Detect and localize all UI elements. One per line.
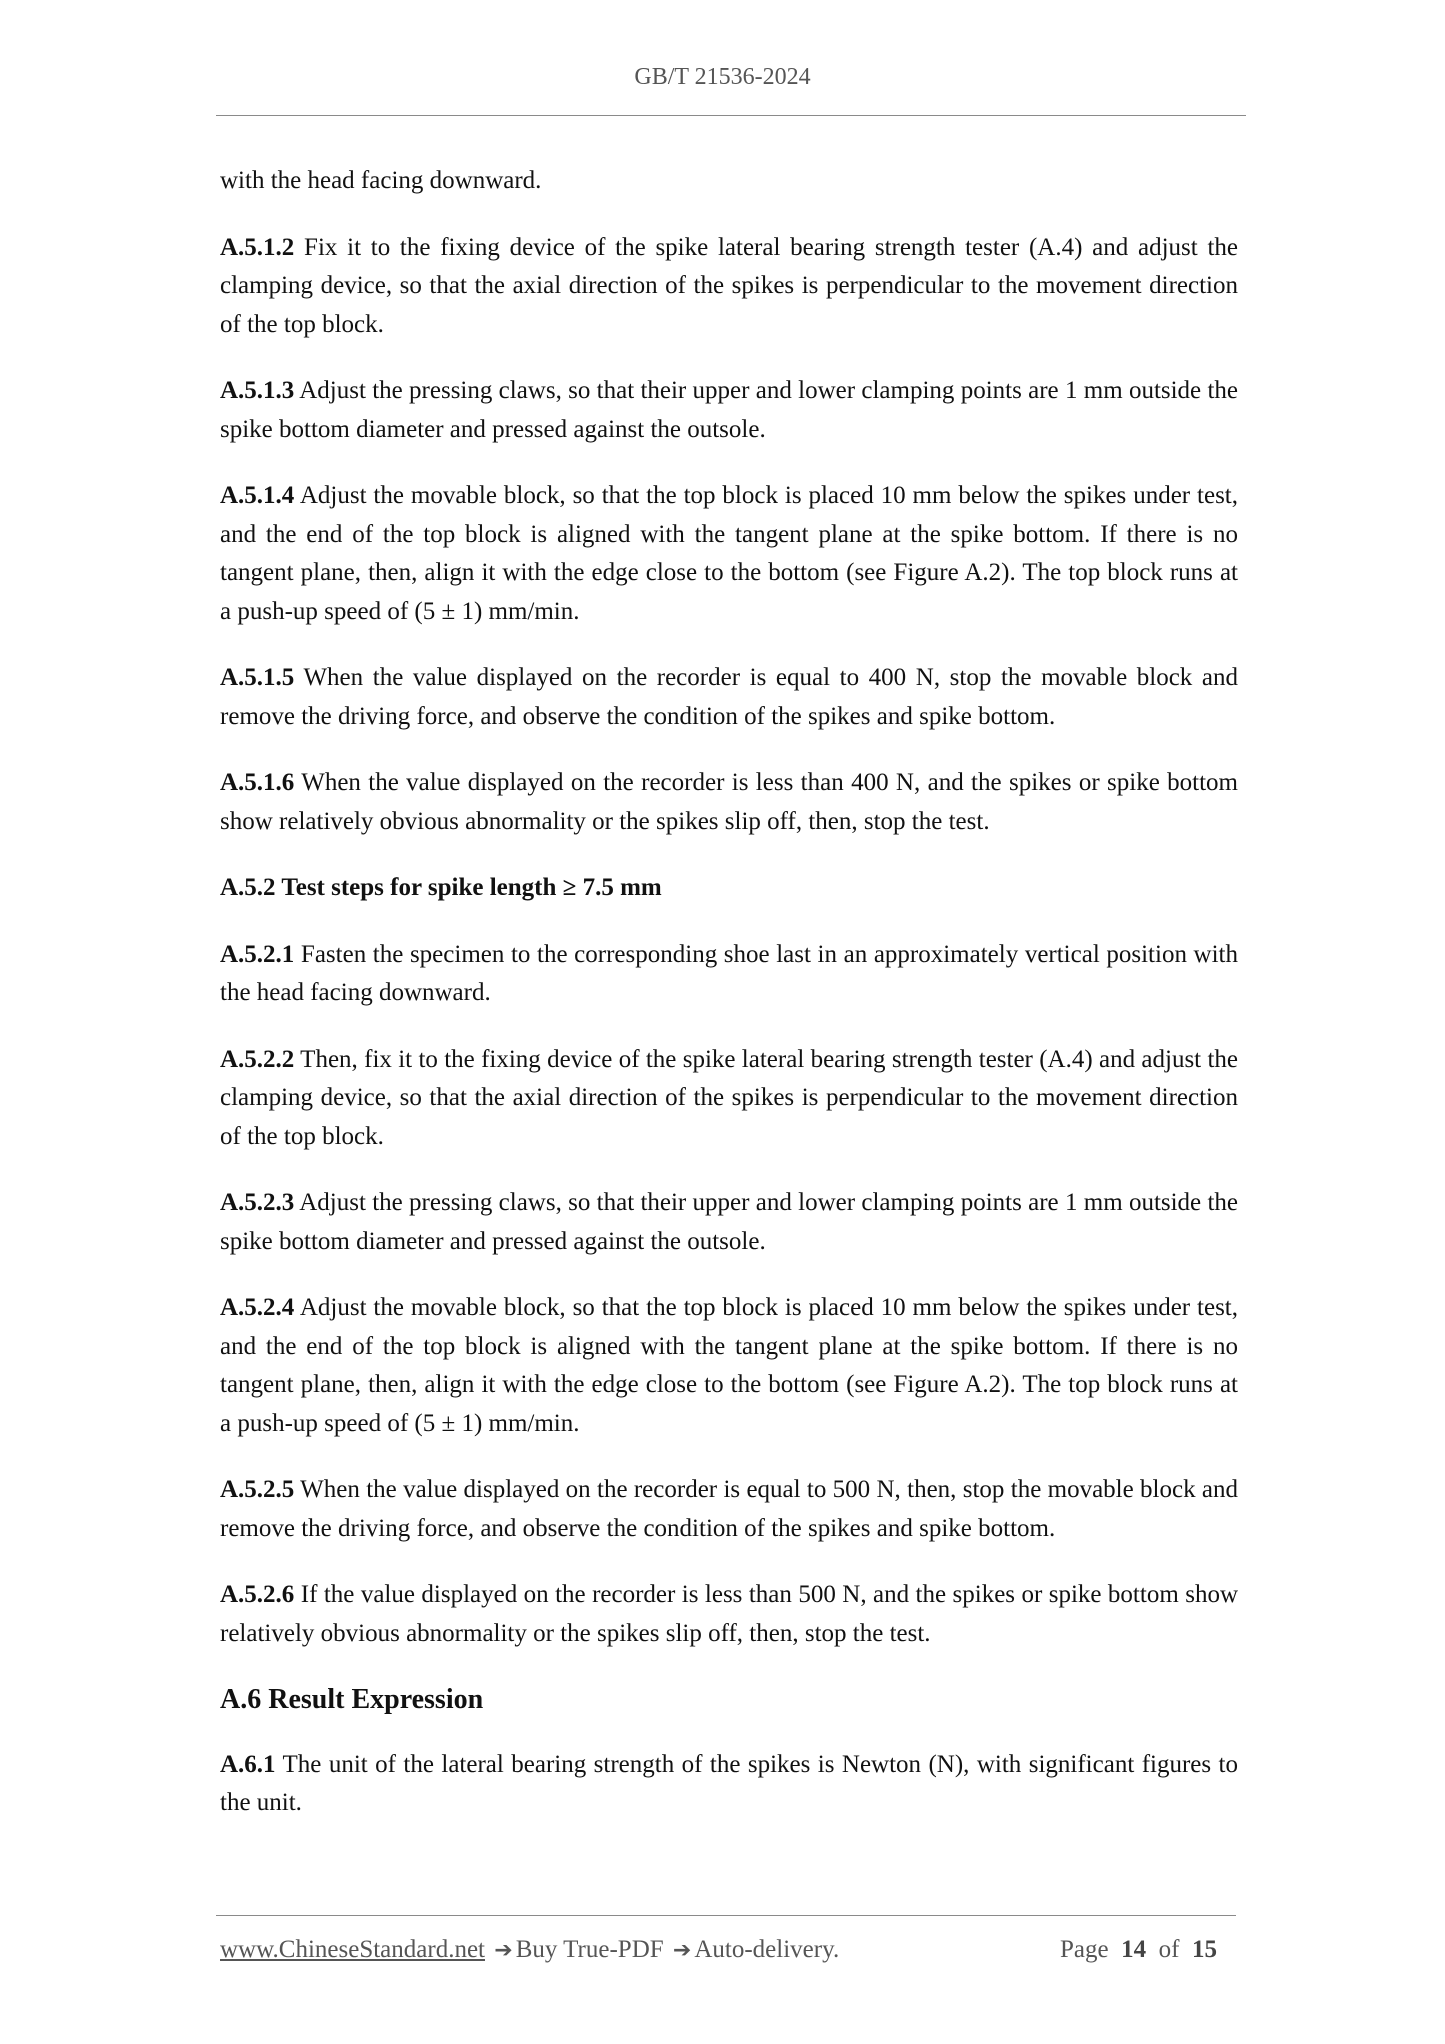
clause-paragraph bbox=[220, 1184, 1238, 1261]
clause-paragraph bbox=[220, 477, 1238, 631]
clause-paragraph bbox=[220, 372, 1238, 449]
clause-text: Adjust the movable block, so that the top block is placed 10 mm below the spikes under test, and the end of the top block is aligned with the tangent plane at the spike bottom. If there is no tangent plane, then, align it with the edge close to the bottom (see Figure A.2). The top block runs at a push-up speed of (5 ± 1) mm/min. bbox=[220, 482, 1238, 625]
total-pages: 15 bbox=[1191, 1936, 1217, 1963]
clause-text: with the head facing downward. bbox=[220, 167, 542, 194]
clause-paragraph bbox=[220, 1576, 1238, 1653]
paragraph-group-a-5-1 bbox=[220, 162, 1238, 841]
clause-number: A.5.2.5 bbox=[220, 1476, 295, 1503]
clause-paragraph bbox=[220, 1746, 1238, 1823]
buy-pdf-text: Buy True-PDF bbox=[515, 1936, 664, 1963]
website-link[interactable]: www.ChineseStandard.net bbox=[220, 1936, 485, 1963]
clause-number: A.5.1.6 bbox=[220, 769, 295, 796]
clause-paragraph bbox=[220, 1289, 1238, 1443]
clause-text: Fix it to the fixing device of the spike lateral bearing strength tester (A.4) and adjust the clamping device, so that the axial direction of the spikes is perpendicular to the movement direction of the top block. bbox=[220, 233, 1238, 338]
subsection-heading: A.5.2 Test steps for spike length ≥ 7.5 mm bbox=[220, 874, 662, 901]
clause-text: When the value displayed on the recorder is less than 400 N, and the spikes or spike bottom show relatively obvious abnormality or the spikes slip off, then, stop the test. bbox=[220, 769, 1238, 835]
clause-paragraph bbox=[220, 1471, 1238, 1548]
section-heading: A.6 Result Expression bbox=[220, 1684, 484, 1715]
clause-number: A.5.2.3 bbox=[220, 1189, 295, 1216]
clause-number: A.5.2.2 bbox=[220, 1045, 295, 1073]
clause-paragraph bbox=[220, 659, 1238, 736]
clause-text: Adjust the pressing claws, so that their upper and lower clamping points are 1 mm outside the spike bottom diameter and pressed against the outsole. bbox=[220, 377, 1238, 443]
clause-number: A.5.2.4 bbox=[220, 1294, 295, 1321]
clause-number: A.5.1.3 bbox=[220, 377, 295, 404]
clause-number: A.5.1.5 bbox=[220, 664, 295, 691]
clause-text: When the value displayed on the recorder is equal to 500 N, then, stop the movable block and remove the driving force, and observe the condition of the spikes and spike bottom. bbox=[220, 1476, 1238, 1542]
clause-number: A.5.1.4 bbox=[220, 482, 295, 509]
paragraph-group-a-5-2 bbox=[220, 936, 1238, 1654]
paragraph-group-a-6 bbox=[220, 1746, 1238, 1823]
clause-text: The unit of the lateral bearing strength of the spikes is Newton (N), with significant figures to the unit. bbox=[220, 1750, 1238, 1816]
document-id-header: GB/T 21536-2024 bbox=[634, 64, 811, 90]
clause-text: Fasten the specimen to the corresponding shoe last in an approximately vertical position with the head facing downward. bbox=[220, 940, 1238, 1006]
clause-number: A.6.1 bbox=[220, 1750, 276, 1778]
clause-text: Then, fix it to the fixing device of the spike lateral bearing strength tester (A.4) and adjust the clamping device, so that the axial direction of the spikes is perpendicular to the movement direction of the top block. bbox=[220, 1045, 1238, 1150]
clause-text: If the value displayed on the recorder is less than 500 N, and the spikes or spike bottom show relatively obvious abnormality or the spikes slip off, then, stop the test. bbox=[220, 1581, 1238, 1647]
clause-paragraph bbox=[220, 764, 1238, 841]
footer-divider bbox=[216, 1915, 1236, 1916]
clause-number: A.5.1.2 bbox=[220, 233, 295, 261]
of-label: of bbox=[1158, 1936, 1180, 1963]
clause-paragraph bbox=[220, 936, 1238, 1013]
clause-paragraph bbox=[220, 1041, 1238, 1157]
page-label: Page bbox=[1060, 1936, 1109, 1963]
header-divider bbox=[216, 115, 1246, 116]
auto-delivery-text: Auto-delivery. bbox=[694, 1936, 840, 1963]
page-body bbox=[220, 162, 1238, 1851]
arrow-right-icon: ➔ bbox=[672, 1938, 692, 1963]
clause-text: Adjust the pressing claws, so that their upper and lower clamping points are 1 mm outside the spike bottom diameter and pressed against the outsole. bbox=[220, 1189, 1238, 1255]
clause-text: When the value displayed on the recorder is equal to 400 N, stop the movable block and remove the driving force, and observe the condition of the spikes and spike bottom. bbox=[220, 664, 1238, 730]
clause-number: A.5.2.1 bbox=[220, 940, 295, 968]
clause-paragraph bbox=[220, 162, 1238, 201]
footer-links bbox=[220, 1936, 839, 1964]
clause-text: Adjust the movable block, so that the top block is placed 10 mm below the spikes under test, and the end of the top block is aligned with the tangent plane at the spike bottom. If there is no tangent plane, then, align it with the edge close to the bottom (see Figure A.2). The top block runs at a push-up speed of (5 ± 1) mm/min. bbox=[220, 1294, 1238, 1437]
current-page: 14 bbox=[1121, 1936, 1147, 1963]
clause-paragraph bbox=[220, 229, 1238, 345]
clause-number: A.5.2.6 bbox=[220, 1581, 295, 1608]
arrow-right-icon: ➔ bbox=[494, 1938, 513, 1963]
page-number bbox=[1060, 1936, 1217, 1964]
